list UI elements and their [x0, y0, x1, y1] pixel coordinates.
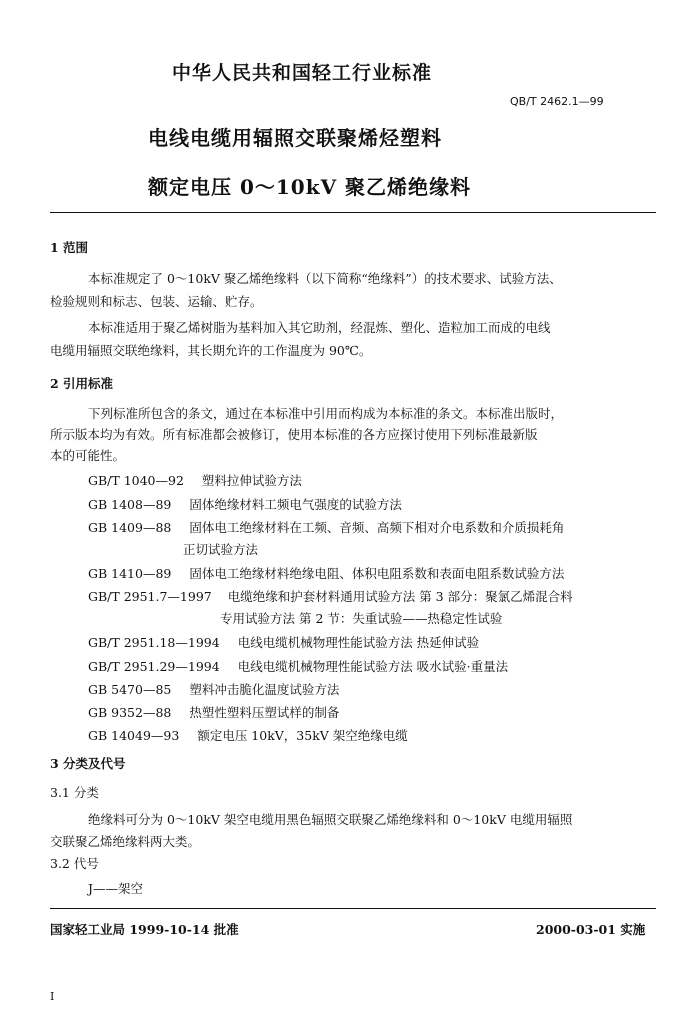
top-divider [50, 212, 656, 213]
reference-item [88, 587, 573, 605]
reference-title: 固体电工绝缘材料绝缘电阻、体积电阻系数和表面电阻系数试验方法 [189, 566, 565, 581]
org-title: 中华人民共和国轻工行业标准 [172, 62, 433, 84]
section1-heading: 1 范围 [50, 240, 89, 255]
section2-paragraph-line3: 本的可能性。 [50, 448, 126, 463]
section2-paragraph-line2: 所示版本均为有效。所有标准都会被修订，使用本标准的各方应探讨使用下列标准最新版 [50, 427, 538, 442]
reference-code: GB 1408—89 [88, 497, 172, 512]
reference-title: 电缆绝缘和护套材料通用试验方法 第 3 部分：聚氯乙烯混合料 [227, 589, 573, 604]
reference-title: 热塑性塑料压塑试样的制备 [189, 705, 340, 720]
reference-code: GB/T 1040—92 [88, 473, 184, 488]
reference-code: GB 5470—85 [88, 682, 172, 697]
reference-code: GB 1409—88 [88, 520, 172, 535]
reference-title-continuation: 专用试验方法 第 2 节：失重试验——热稳定性试验 [220, 611, 503, 626]
reference-code: GB 9352—88 [88, 705, 172, 720]
section2-heading: 2 引用标准 [50, 376, 114, 391]
reference-title: 塑料冲击脆化温度试验方法 [189, 682, 340, 697]
subsection-3-1-line2: 交联聚乙烯绝缘料两大类。 [50, 834, 201, 849]
reference-item [88, 703, 339, 721]
reference-item [88, 471, 302, 489]
section1-paragraph2-line2: 电缆用辐照交联绝缘料，其长期允许的工作温度为 90℃。 [50, 343, 372, 358]
reference-code: GB/T 2951.7—1997 [88, 589, 212, 604]
section2-paragraph-line1: 下列标准所包含的条文，通过在本标准中引用而构成为本标准的条文。本标准出版时， [88, 406, 564, 421]
reference-title: 电线电缆机械物理性能试验方法 热延伸试验 [237, 635, 480, 650]
reference-code: GB 14049—93 [88, 728, 180, 743]
bottom-divider [50, 908, 656, 909]
reference-item [88, 564, 564, 582]
reference-item [88, 495, 402, 513]
reference-item [88, 633, 479, 651]
reference-item [88, 657, 508, 675]
document-title-line2: 额定电压 0～10kV 聚乙烯绝缘料 [148, 175, 472, 199]
document-title-line1: 电线电缆用辐照交联聚烯烃塑料 [148, 126, 442, 150]
subsection-3-2-heading: 3.2 代号 [50, 856, 99, 871]
reference-code: GB 1410—89 [88, 566, 172, 581]
reference-title: 额定电压 10kV，35kV 架空绝缘电缆 [197, 728, 408, 743]
implementation-date: 2000-03-01 实施 [536, 922, 646, 937]
subsection-3-1-line1: 绝缘料可分为 0～10kV 架空电缆用黑色辐照交联聚乙烯绝缘料和 0～10kV 电缆用辐照 [88, 812, 573, 827]
reference-code: GB/T 2951.18—1994 [88, 635, 220, 650]
standard-code: QB/T 2462.1—99 [510, 95, 604, 108]
section1-paragraph1-line2: 检验规则和标志、包装、运输、贮存。 [50, 294, 263, 309]
reference-item [88, 680, 339, 698]
reference-item [88, 518, 564, 536]
reference-item [88, 726, 408, 744]
reference-title-continuation: 正切试验方法 [183, 542, 259, 557]
page-mark: I [50, 990, 55, 1003]
subsection-3-1-heading: 3.1 分类 [50, 785, 99, 800]
section3-heading: 3 分类及代号 [50, 756, 126, 771]
reference-title: 塑料拉伸试验方法 [201, 473, 302, 488]
reference-title: 固体电工绝缘材料在工频、音频、高频下相对介电系数和介质损耗角 [189, 520, 565, 535]
subsection-3-2-text: J——架空 [88, 881, 144, 896]
reference-title: 固体绝缘材料工频电气强度的试验方法 [189, 497, 402, 512]
section1-paragraph2-line1: 本标准适用于聚乙烯树脂为基料加入其它助剂，经混炼、塑化、造粒加工而成的电线 [88, 320, 551, 335]
reference-title: 电线电缆机械物理性能试验方法 吸水试验·重量法 [237, 659, 509, 674]
approval-info: 国家轻工业局 1999-10-14 批准 [50, 922, 239, 937]
reference-code: GB/T 2951.29—1994 [88, 659, 220, 674]
section1-paragraph1-line1: 本标准规定了 0～10kV 聚乙烯绝缘料（以下简称“绝缘料”）的技术要求、试验方法、 [88, 271, 562, 286]
